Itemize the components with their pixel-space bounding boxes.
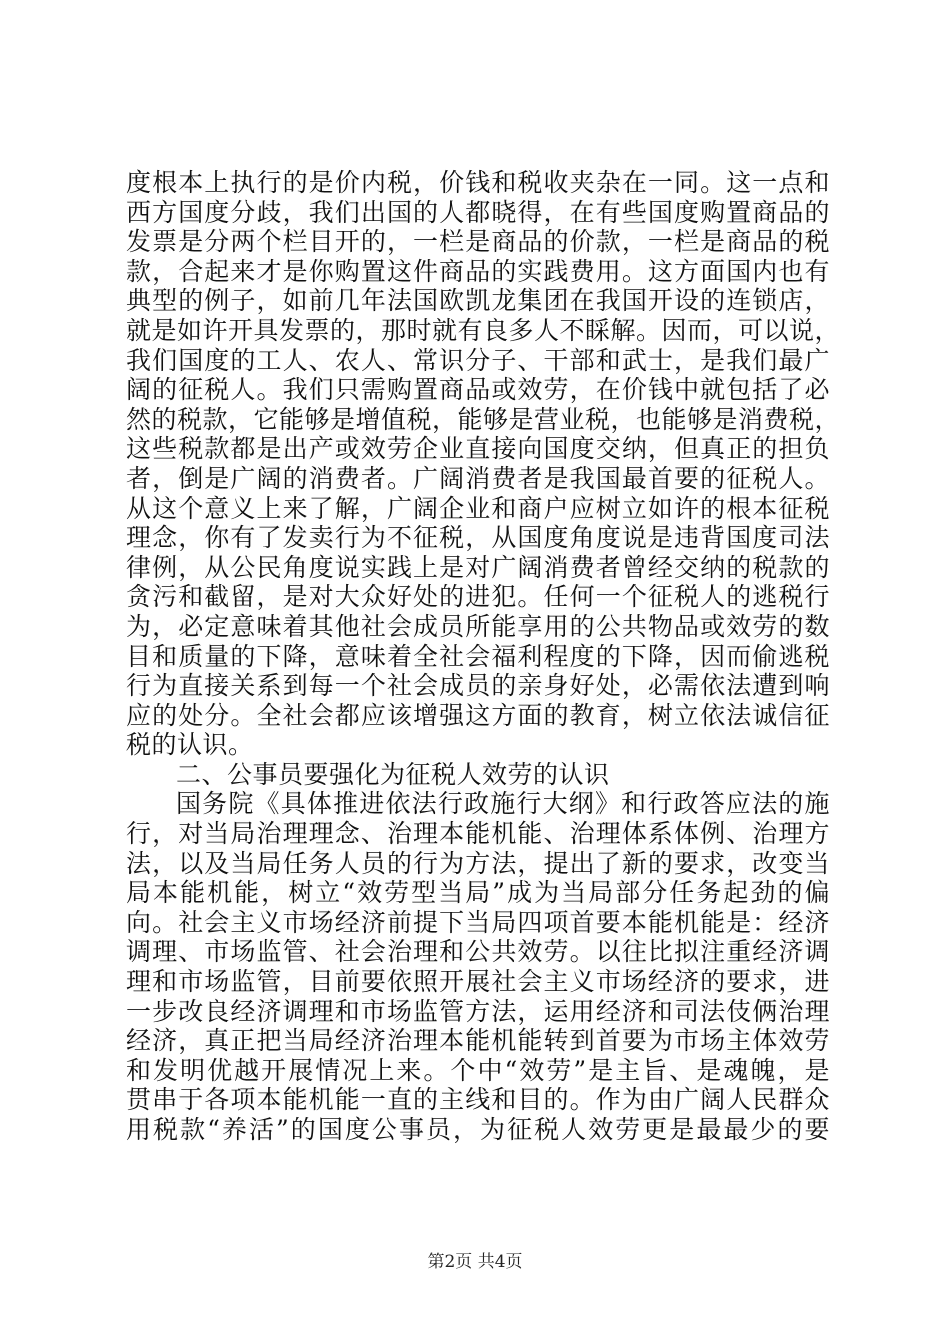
text-line: 向。社会主义市场经济前提下当局四项首要本能机能是：经济 — [126, 907, 830, 937]
text-line: 贯串于各项本能机能一直的主线和目的。作为由广阔人民群众 — [126, 1085, 830, 1115]
body-text — [126, 168, 841, 1145]
text-line: 理和市场监管，目前要依照开展社会主义市场经济的要求，进 — [126, 967, 830, 997]
text-line: 税的认识。 — [126, 730, 254, 760]
text-line: 然的税款，它能够是增值税，能够是营业税，也能够是消费税， — [126, 404, 841, 434]
text-line: 发票是分两个栏目开的，一栏是商品的价款，一栏是商品的税 — [126, 227, 830, 257]
text-line: 度根本上执行的是价内税，价钱和税收夹杂在一同。这一点和 — [126, 168, 830, 197]
page-number-footer: 第2页 共4页 — [427, 1252, 523, 1272]
text-line: 行，对当局治理理念、治理本能机能、治理体系体例、治理方 — [126, 819, 830, 849]
text-line: 从这个意义上来了解，广阔企业和商户应树立如许的根本征税 — [126, 493, 830, 523]
text-line: 一步改良经济调理和市场监管方法，运用经济和司法伎俩治理 — [126, 996, 830, 1026]
text-line: 就是如许开具发票的，那时就有良多人不睬解。因而，可以说， — [126, 315, 841, 345]
text-line: 典型的例子，如前几年法国欧凯龙集团在我国开设的连锁店， — [126, 286, 830, 316]
paragraph-first-line: 国务院《具体推进依法行政施行大纲》和行政答应法的施 — [176, 789, 830, 819]
text-line: 贪污和截留，是对大众好处的进犯。任何一个征税人的逃税行 — [126, 582, 830, 612]
text-line: 为，必定意味着其他社会成员所能享用的公共物品或效劳的数 — [126, 611, 830, 641]
text-line: 律例，从公民角度说实践上是对广阔消费者曾经交纳的税款的 — [126, 552, 830, 582]
text-line: 局本能机能，树立“效劳型当局”成为当局部分任务起劲的偏 — [126, 878, 830, 908]
text-line: 经济，真正把当局经济治理本能机能转到首要为市场主体效劳 — [126, 1026, 830, 1056]
text-line: 者，倒是广阔的消费者。广阔消费者是我国最首要的征税人。 — [126, 463, 830, 493]
text-line: 和发明优越开展情况上来。个中“效劳”是主旨、是魂魄，是 — [126, 1055, 830, 1085]
section-heading: 二、公事员要强化为征税人效劳的认识 — [176, 759, 610, 789]
text-line: 调理、市场监管、社会治理和公共效劳。以往比拟注重经济调 — [126, 937, 830, 967]
text-line: 用税款“养活”的国度公事员，为征税人效劳更是最最少的要 — [126, 1115, 830, 1144]
text-line: 阔的征税人。我们只需购置商品或效劳，在价钱中就包括了必 — [126, 375, 830, 405]
text-line: 理念，你有了发卖行为不征税，从国度角度说是违背国度司法 — [126, 523, 830, 553]
text-line: 应的处分。全社会都应该增强这方面的教育，树立依法诚信征 — [126, 700, 830, 730]
text-line: 目和质量的下降，意味着全社会福利程度的下降，因而偷逃税 — [126, 641, 830, 671]
text-line: 行为直接关系到每一个社会成员的亲身好处，必需依法遭到响 — [126, 671, 830, 701]
text-line: 这些税款都是出产或效劳企业直接向国度交纳，但真正的担负 — [126, 434, 830, 464]
text-line: 我们国度的工人、农人、常识分子、干部和武士，是我们最广 — [126, 345, 830, 375]
text-line: 西方国度分歧，我们出国的人都晓得，在有些国度购置商品的 — [126, 197, 830, 227]
text-line: 款，合起来才是你购置这件商品的实践费用。这方面国内也有 — [126, 256, 830, 286]
text-line: 法，以及当局任务人员的行为方法，提出了新的要求，改变当 — [126, 848, 830, 878]
